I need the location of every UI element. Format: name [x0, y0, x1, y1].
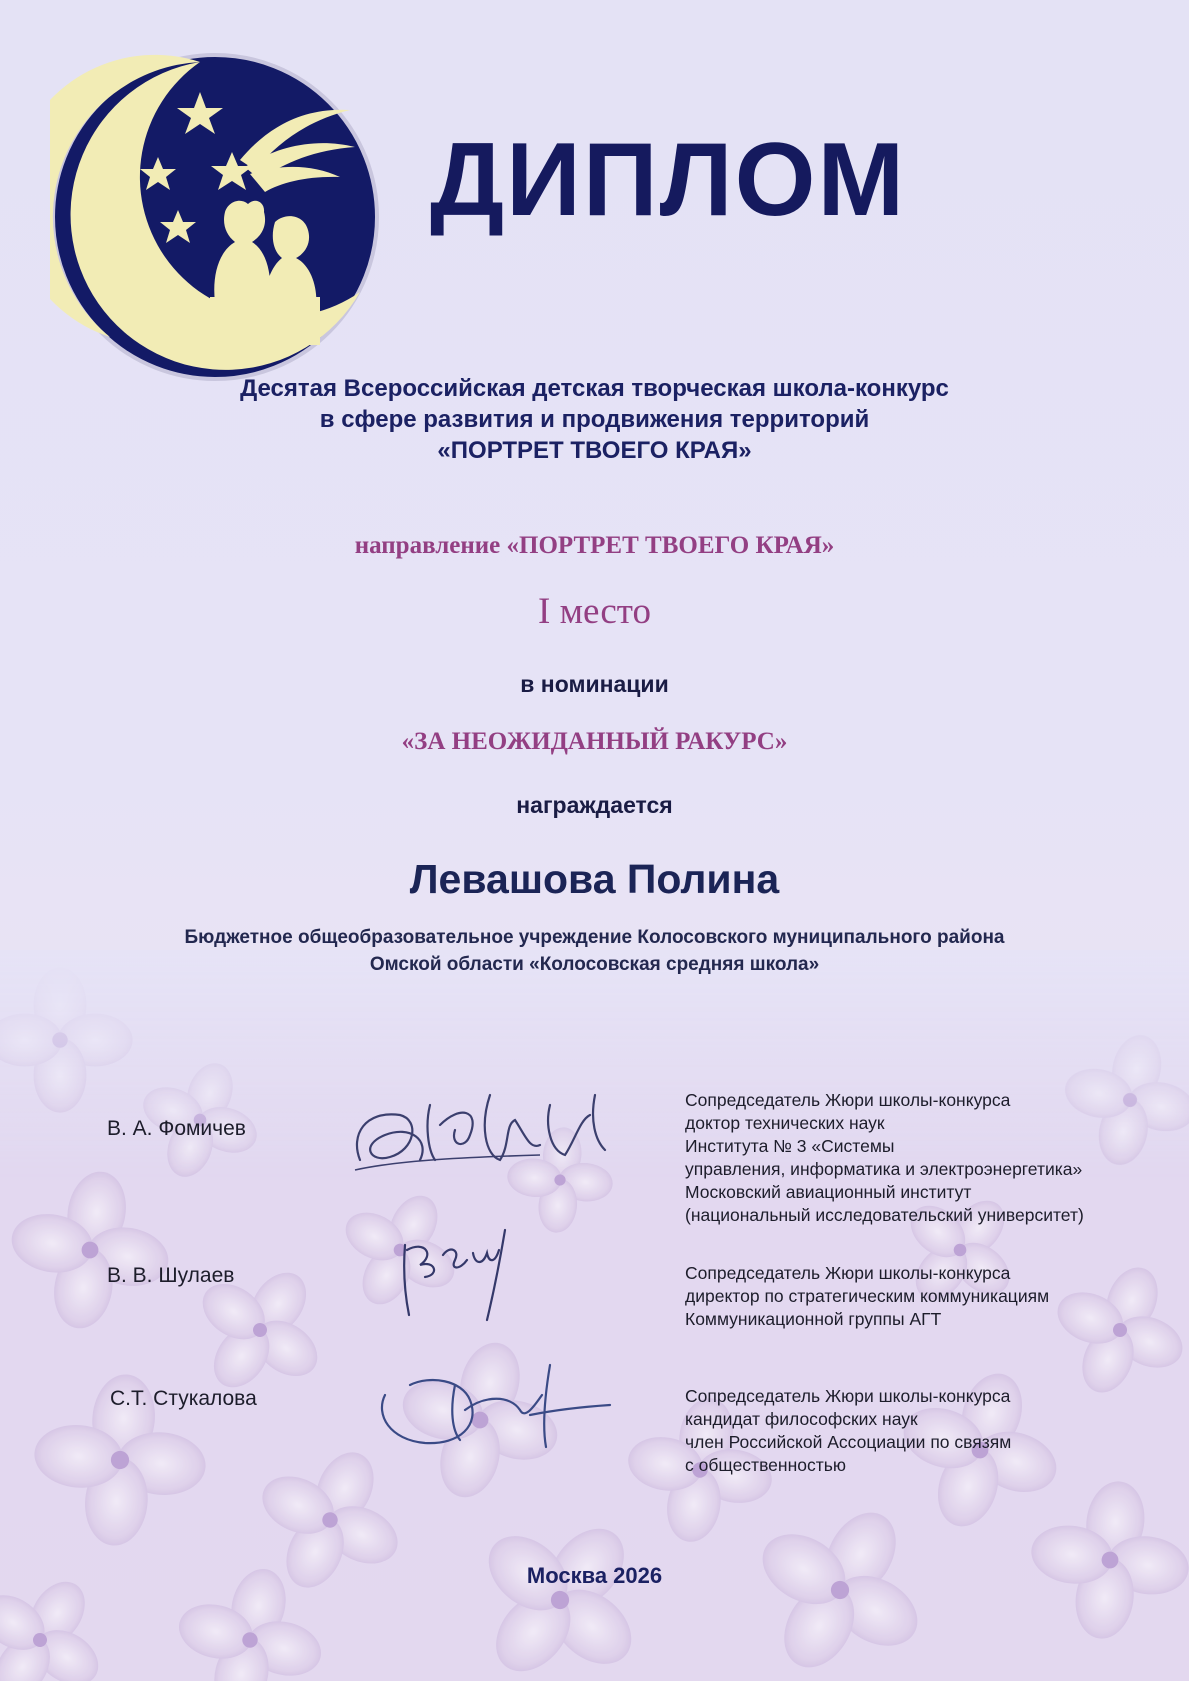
nomination-label: в номинации: [520, 671, 669, 697]
direction-label: направление «ПОРТРЕТ ТВОЕГО КРАЯ»: [354, 532, 835, 559]
signatory-title-line: директор по стратегическим коммуникациям: [685, 1286, 1050, 1306]
city-year: Москва 2026: [526, 1563, 663, 1588]
signatory-name: С.Т. Стукалова: [110, 1387, 257, 1410]
contest-line: «ПОРТРЕТ ТВОЕГО КРАЯ»: [437, 437, 752, 464]
signatory-title: [685, 1385, 1165, 1477]
signatory-title-line: доктор технических наук: [685, 1113, 885, 1133]
contest-line: Десятая Всероссийская детская творческая школа-конкурс: [240, 375, 949, 402]
signature-stukalova-icon: [370, 1355, 630, 1455]
signatory-title: [685, 1262, 1165, 1331]
signature-fomichev-icon: [340, 1065, 630, 1185]
contest-line: в сфере развития и продвижения территорий: [319, 406, 870, 433]
institution-name: [0, 924, 1189, 978]
signatory-title: [685, 1089, 1165, 1227]
awarded-label: награждается: [516, 792, 673, 818]
signatory-title-line: Сопредседатель Жюри школы-конкурса: [685, 1090, 1011, 1110]
signatory-title-line: Сопредседатель Жюри школы-конкурса: [685, 1263, 1011, 1283]
institution-line: Омской области «Колосовская средняя школа»: [369, 954, 820, 975]
nomination-name: «ЗА НЕОЖИДАННЫЙ РАКУРС»: [401, 728, 788, 755]
signatory-title-line: кандидат философских наук: [685, 1409, 918, 1429]
signatory-title-line: Института № 3 «Системы: [685, 1136, 895, 1156]
moon-logo-icon: [50, 52, 380, 382]
recipient-name: Левашова Полина: [409, 856, 780, 902]
contest-name: [0, 373, 1189, 466]
signatory-title-line: Коммуникационной группы АГТ: [685, 1309, 942, 1329]
place-label: I место: [538, 591, 651, 632]
signatory-title-line: член Российской Ассоциации по связям: [685, 1432, 1012, 1452]
signatory-title-line: с общественностью: [685, 1455, 846, 1475]
diploma-title: ДИПЛОМ: [430, 122, 907, 238]
signatory-title-line: Сопредседатель Жюри школы-конкурса: [685, 1386, 1011, 1406]
signatory-title-line: Московский авиационный институт: [685, 1182, 972, 1202]
signature-shulaev-icon: [395, 1215, 535, 1330]
signatory-title-line: (национальный исследовательский университет): [685, 1205, 1084, 1225]
signatory-name: В. А. Фомичев: [107, 1117, 246, 1140]
signatory-title-line: управления, информатика и электроэнергетика»: [685, 1159, 1083, 1179]
institution-line: Бюджетное общеобразовательное учреждение Колосовского муниципального района: [184, 927, 1005, 948]
signatory-name: В. В. Шулаев: [107, 1264, 235, 1287]
